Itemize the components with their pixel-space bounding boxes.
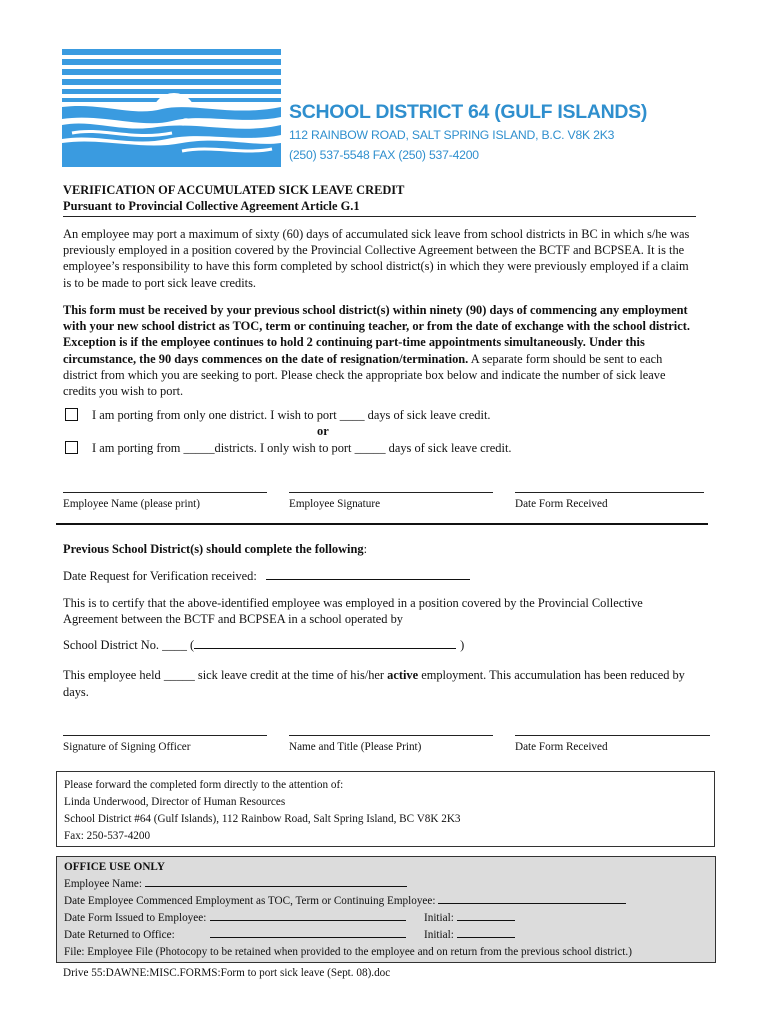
- notice-line: This form must be received by your previous school district(s) within ninety (90) days of commencing any employment: [63, 303, 688, 317]
- section-divider: [56, 523, 708, 525]
- employee-name-label: Employee Name (please print): [63, 498, 200, 510]
- office-issued-row: [64, 910, 632, 927]
- notice-line: credits you wish to port.: [63, 384, 184, 399]
- district-heading-text: Previous School District(s) should complete the following: [63, 542, 364, 556]
- officer-date-label: Date Form Received: [515, 741, 608, 753]
- district-name-field[interactable]: [194, 637, 456, 649]
- forward-line: Linda Underwood, Director of Human Resources: [64, 796, 286, 808]
- certify-line: Agreement between the BCTF and BCPSEA in a school operated by: [63, 612, 403, 627]
- option-multiple-districts-checkbox[interactable]: [65, 441, 78, 454]
- option-one-district-checkbox[interactable]: [65, 408, 78, 421]
- notice-line: with your new school district as TOC, term or continuing teacher, or from the date of exchange with the school district.: [63, 319, 690, 334]
- notice-line: Exception is if the employee continues to hold 2 continuing part-time appointments simultaneously. Under this: [63, 335, 645, 350]
- officer-signature-line[interactable]: [63, 735, 267, 736]
- intro-paragraph: [63, 226, 689, 291]
- form-title: VERIFICATION OF ACCUMULATED SICK LEAVE CREDIT: [63, 183, 405, 197]
- office-employee-name-label: Employee Name:: [64, 878, 142, 890]
- forward-line: Please forward the completed form directly to the attention of:: [64, 779, 344, 791]
- officer-name-title-line[interactable]: [289, 735, 493, 736]
- district-number-close: ): [460, 638, 465, 652]
- forward-line: Fax: 250-537-4200: [64, 830, 151, 842]
- date-request-label: Date Request for Verification received:: [63, 569, 257, 583]
- district-number-row: [63, 637, 464, 653]
- office-returned-initial-label: Initial:: [424, 929, 454, 941]
- held-paragraph: [63, 667, 685, 700]
- office-commenced-row: [64, 893, 632, 910]
- held-active: active: [387, 668, 419, 682]
- notice-line: district from which you are seeking to port. Please check the appropriate box below and indicate the number of sick leave: [63, 367, 666, 382]
- office-issued-initial-label: Initial:: [424, 912, 454, 924]
- option-multiple-districts-label: I am porting from _____districts. I only wish to port _____ days of sick leave credit.: [92, 441, 512, 455]
- held-line: [63, 667, 685, 683]
- held-text-end: employment. This accumulation has been reduced by: [418, 668, 685, 682]
- officer-name-title-label: Name and Title (Please Print): [289, 741, 422, 753]
- district-heading: [63, 541, 367, 557]
- forward-line: School District #64 (Gulf Islands), 112 Rainbow Road, Salt Spring Island, BC V8K 2K3: [64, 813, 461, 825]
- date-received-line[interactable]: [515, 492, 704, 493]
- certify-paragraph: [63, 595, 643, 627]
- office-issued-label: Date Form Issued to Employee:: [64, 912, 207, 924]
- office-employee-name-row: [64, 876, 632, 893]
- org-contact: (250) 537-5548 FAX (250) 537-4200: [289, 148, 479, 162]
- office-employee-name-field[interactable]: [145, 876, 407, 887]
- notice-emphasis: circumstance, the 90 days commences on the date of resignation/termination.: [63, 351, 469, 366]
- office-returned-row: [64, 927, 632, 944]
- district-heading-colon: :: [363, 542, 368, 556]
- notice-paragraph: [63, 302, 690, 399]
- footer-file-path: Drive 55:DAWNE:MISC.FORMS:Form to port sick leave (Sept. 08).doc: [63, 967, 391, 979]
- employee-name-line[interactable]: [63, 492, 267, 493]
- date-request-row: [63, 568, 470, 584]
- office-issued-field[interactable]: [210, 910, 406, 921]
- office-commenced-label: Date Employee Commenced Employment as TOC, Term or Continuing Employee:: [64, 895, 436, 907]
- office-returned-initial-field[interactable]: [457, 927, 515, 938]
- held-line: days.: [63, 685, 89, 700]
- employee-signature-label: Employee Signature: [289, 498, 381, 510]
- office-heading: OFFICE USE ONLY: [64, 861, 165, 873]
- certify-line: This is to certify that the above-identified employee was employed in a position covered by the Provincial Collective: [63, 596, 643, 610]
- employee-signature-line[interactable]: [289, 492, 493, 493]
- org-name: SCHOOL DISTRICT 64 (GULF ISLANDS): [289, 101, 648, 123]
- notice-line: [63, 351, 690, 367]
- date-request-field[interactable]: [266, 568, 470, 580]
- intro-line: previously employed in a position covered by the Provincial Collective Agreement between the BCTF and BCPSEA. It is the: [63, 243, 685, 258]
- title-divider: [63, 216, 696, 217]
- org-address: 112 RAINBOW ROAD, SALT SPRING ISLAND, B.C. V8K 2K3: [289, 128, 615, 142]
- held-text: This employee held _____ sick leave credit at the time of his/her: [63, 668, 388, 682]
- intro-line: An employee may port a maximum of sixty (60) days of accumulated sick leave from school districts in BC in which s/he was: [63, 227, 690, 241]
- notice-text: A separate form should be sent to each: [468, 351, 663, 366]
- date-received-label: Date Form Received: [515, 498, 608, 510]
- office-commenced-field[interactable]: [438, 893, 626, 904]
- forward-address: [64, 777, 461, 845]
- office-use-box: [56, 856, 716, 963]
- or-label: or: [317, 424, 329, 438]
- officer-date-line[interactable]: [515, 735, 710, 736]
- office-issued-initial-field[interactable]: [457, 910, 515, 921]
- office-content: [64, 859, 632, 961]
- intro-line: employee’s responsibility to have this form completed by school district(s) in which they were previously employed if a claim: [63, 259, 689, 274]
- form-subtitle: Pursuant to Provincial Collective Agreement Article G.1: [63, 199, 360, 213]
- office-returned-label: Date Returned to Office:: [64, 929, 175, 941]
- sunset-waves-logo-icon: [62, 47, 281, 167]
- office-file-note: File: Employee File (Photocopy to be retained when provided to the employee and on return from the previous school district.): [64, 946, 632, 958]
- district-number-label: School District No. ____ (: [63, 638, 195, 652]
- option-one-district-label: I am porting from only one district. I wish to port ____ days of sick leave credit.: [92, 408, 491, 422]
- office-returned-field[interactable]: [210, 927, 406, 938]
- officer-signature-label: Signature of Signing Officer: [63, 741, 191, 753]
- forward-box: [56, 771, 715, 847]
- intro-line: is to be made to port sick leave credits.: [63, 275, 257, 290]
